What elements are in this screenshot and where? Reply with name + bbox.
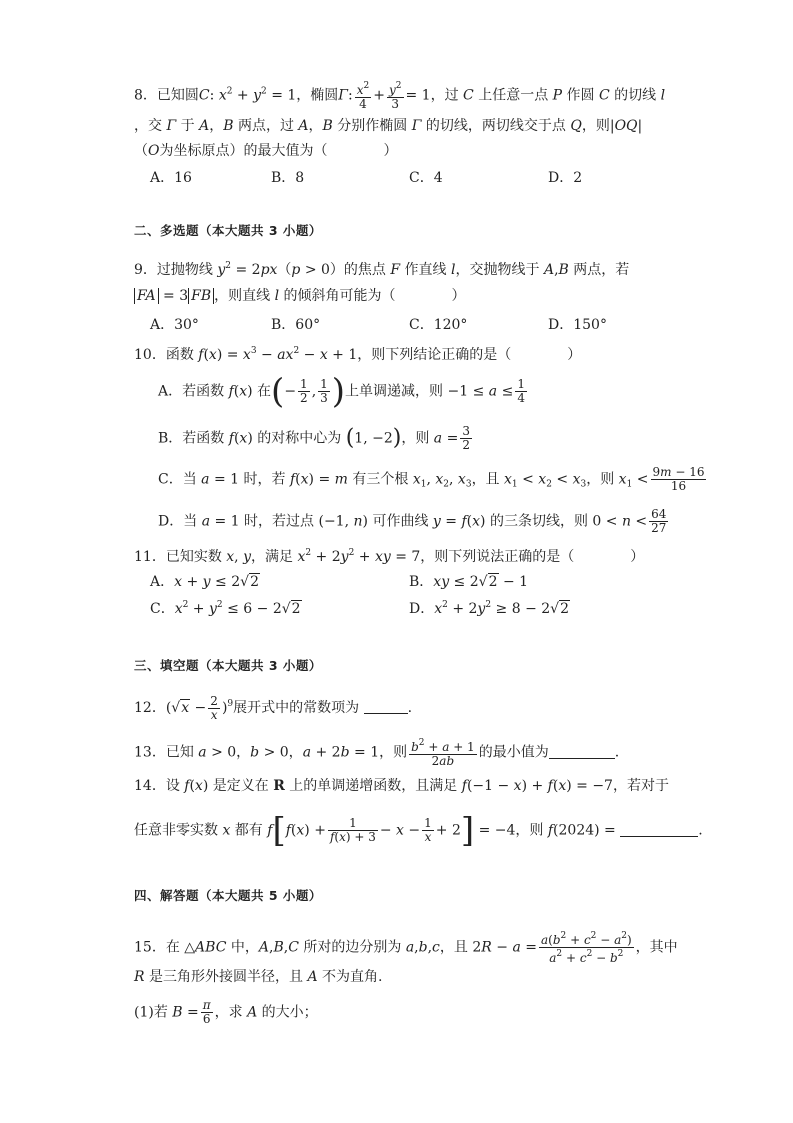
q10-option-a[interactable]: A．若函数 f(x) 在(− $\frac{1}{2}$ , $\frac{1}{3}$ )上单调递减，则 −1 ≤ a ≤ $\frac{1}{4}$ (158, 371, 525, 412)
q14-line1: 14．设 f(x) 是定义在 R 上的单调递增函数，且满足 f(−1 − x) + f(x) = −7，若对于 (134, 778, 669, 794)
q10-option-c[interactable]: C．当 a = 1 时，若 f(x) = m 有三个根 $x_1$, $x_2$, $x_3$，且 $x_1 < x_2 < x_3$，则 $x_1$ < $\frac{9m - 16}{16}$ (158, 465, 705, 493)
q12-answer-blank[interactable] (364, 699, 408, 714)
q8-option-a[interactable]: A．16 (150, 170, 192, 186)
q11-option-d[interactable]: D．$x^2 + 2y^2 \ge 8 - 2√2$ (409, 600, 569, 617)
section-title-multiple-choice: 二、多选题（本大题共 3 小题） (134, 223, 322, 238)
q8-line3: （O为坐标原点）的最大值为（ ） (134, 143, 398, 159)
q12-text: 12．(√x − $\frac{2}{x}$ )$^9$展开式中的常数项为 . (134, 693, 413, 722)
q8-line2: ，交 Γ 于 A，B 两点，过 A，B 分别作椭圆 Γ 的切线，两切线交于点 Q，则|OQ| (134, 118, 643, 134)
section-title-solutions: 四、解答题（本大题共 5 小题） (134, 888, 322, 903)
q8-option-c[interactable]: C．4 (409, 170, 443, 186)
q8-option-b[interactable]: B．8 (271, 170, 305, 186)
q13-text: 13．已知 a > 0，b > 0，a + 2b = 1，则 $\frac{b^2 + a + 1}{2ab}$ 的最小值为 . (134, 738, 620, 768)
q9-option-a[interactable]: A．30° (150, 317, 199, 333)
q9-line2: FA = 3 FB ，则直线 l 的倾斜角可能为（ ） (134, 286, 466, 306)
q14-answer-blank[interactable] (620, 822, 698, 837)
q11-option-c[interactable]: C．$x^2 + y^2 \le 6 - 2√2$ (150, 600, 301, 617)
q13-answer-blank[interactable] (549, 744, 615, 759)
q8-line1: 8．已知圆C: $x^2 + y^2 = 1$，椭圆Γ: $\frac{x^2}{4}$ + $\frac{y^2}{3}$ = 1，过 C 上任意一点 P 作圆 C 的切线 l (134, 81, 666, 111)
q9-option-c[interactable]: C．120° (409, 317, 468, 333)
q9-line1: 9．过抛物线 $y^2 = 2px(p > 0)$的焦点 F 作直线 l，交抛物线于 A,B 两点，若 (134, 261, 630, 278)
q11-option-b[interactable]: B．xy ≤ 2√2 − 1 (409, 574, 529, 590)
q8-option-d[interactable]: D．2 (548, 170, 583, 186)
q15-line3: (1)若 B = $\frac{\pi}{6}$ ，求 A 的大小； (134, 998, 318, 1026)
q15-line1: 15．在 △ABC 中，A,B,C 所对的边分别为 a,b,c，且 2R − a = $\frac{a(b^2 + c^2 - a^2)}{a^2 + c^2 - b^2}$ ，其中 (134, 931, 678, 965)
q11-option-a[interactable]: A．x + y ≤ 2√2 (150, 574, 259, 590)
q10-stem: 10．函数 $f(x) = x^3 - ax^2 - x + 1$，则下列结论正确的是（ ） (134, 346, 582, 363)
q14-line2: 任意非零实数 x 都有 f[f(x) + $\frac{1}{f(x) + 3}$ − x − $\frac{1}{x}$ + 2] = −4，则 f(2024) = . (134, 810, 703, 851)
q10-option-d[interactable]: D．当 a = 1 时，若过点 (−1, n) 可作曲线 y = f(x) 的三条切线，则 0 < n < $\frac{64}{27}$ (158, 507, 667, 535)
q9-option-d[interactable]: D．150° (548, 317, 607, 333)
q15-line2: R 是三角形外接圆半径，且 A 不为直角. (134, 969, 383, 985)
q11-stem: 11．已知实数 x, y，满足 $x^2 + 2y^2$ + xy = 7，则下列说法正确的是（ ） (134, 548, 645, 565)
q9-option-b[interactable]: B．60° (271, 317, 321, 333)
section-title-fill-in: 三、填空题（本大题共 3 小题） (134, 658, 322, 673)
q10-option-b[interactable]: B．若函数 f(x) 的对称中心为 (1, −2)，则 a = $\frac{3}{2}$ (158, 424, 470, 452)
